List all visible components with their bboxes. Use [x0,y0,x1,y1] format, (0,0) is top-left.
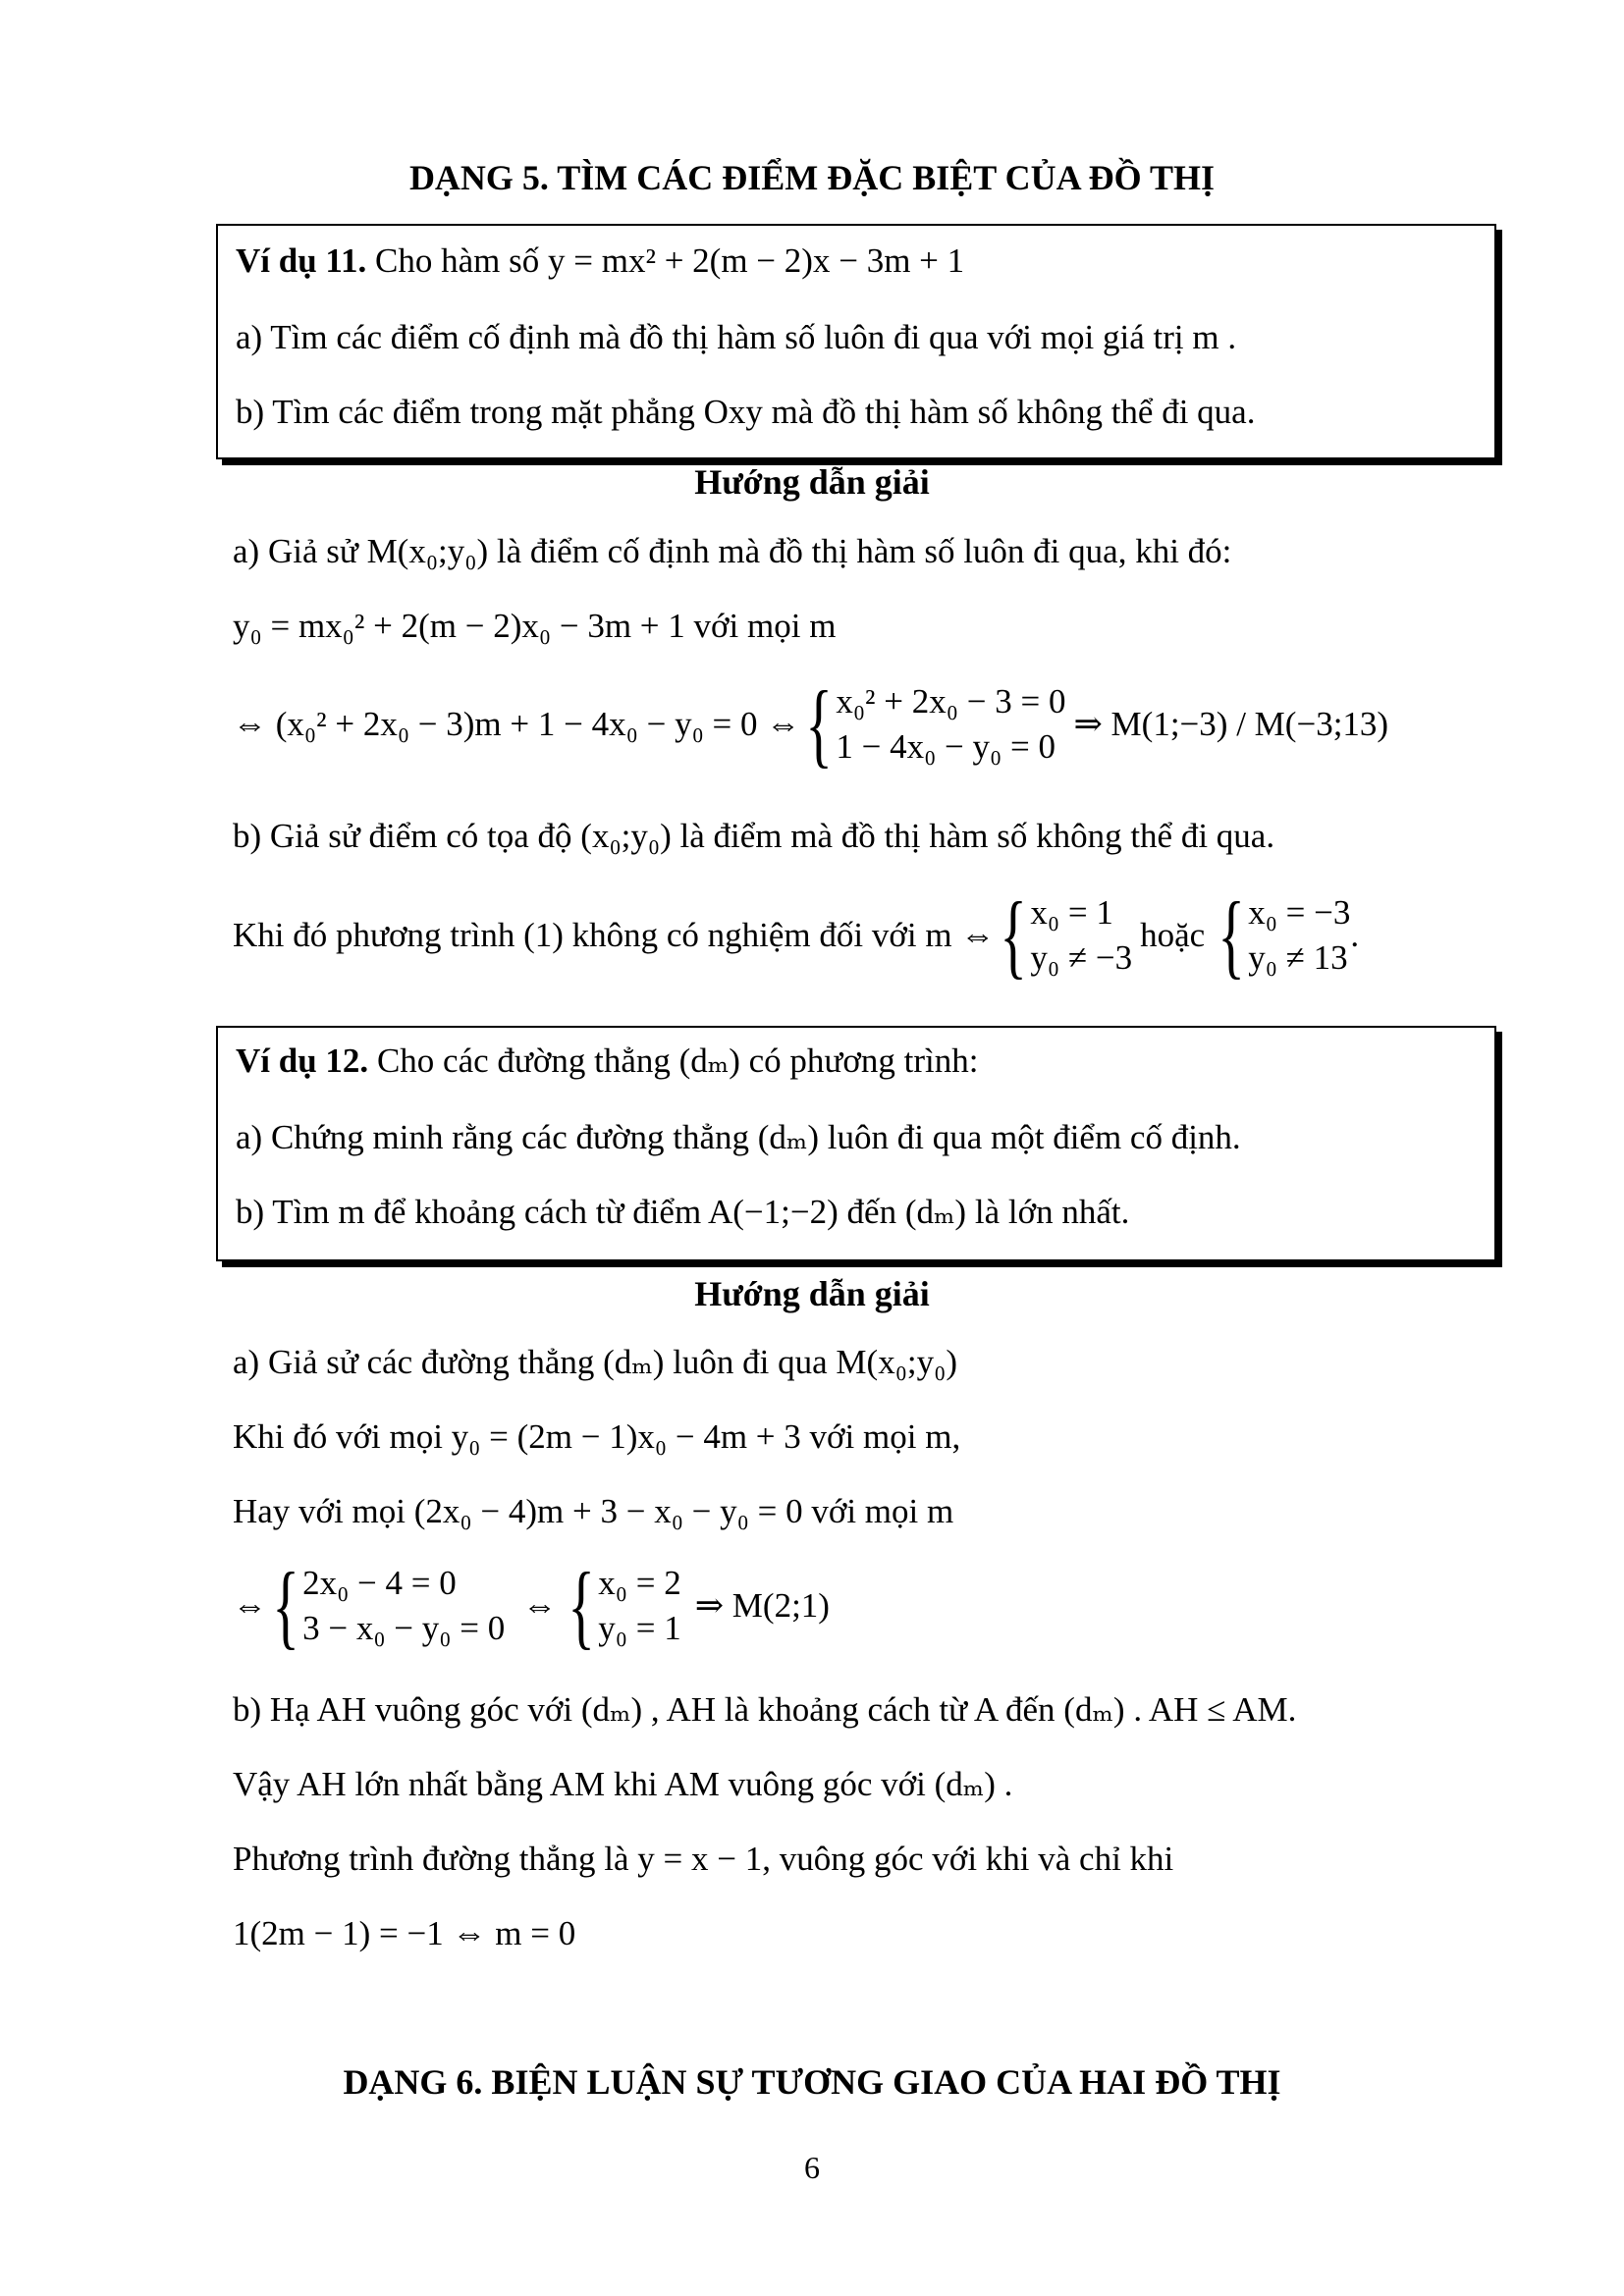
solution-12-b3: Phương trình đường thẳng là y = x − 1, vuông góc với khi và chỉ khi [233,1840,1174,1878]
solution-11-b2-end: . [1350,916,1360,954]
solution-11-b2-mid: hoặc [1140,916,1206,954]
brace-icon: { [805,671,834,776]
example-11-intro: Cho hàm số [375,241,540,280]
section-heading-dang6: DẠNG 6. BIỆN LUẬN SỰ TƯƠNG GIAO CỦA HAI ĐỒ THỊ [343,2062,1281,2102]
solution-12-sysA-row2: 3 − x₀ − y₀ = 0 [302,1609,506,1647]
solution-12-sysB-row1: x₀ = 2 [598,1564,681,1602]
solution-11-b2-sys1-row2: y₀ ≠ −3 [1030,938,1133,977]
equivalent-icon: ⇔ [522,1586,558,1625]
example-11-function: y = mx² + 2(m − 2)x − 3m + 1 [547,241,965,280]
solution-11-b2-sys1-row1: x₀ = 1 [1030,893,1113,932]
solution-12-b2: Vậy AH lớn nhất bằng AM khi AM vuông góc với (dₘ) . [233,1765,1013,1803]
brace-icon: { [1000,882,1028,988]
solution-12-b4: 1(2m − 1) = −1 ⇔ m = 0 [233,1914,576,1952]
solution-11-b2 [233,882,1360,988]
example-11-statement [236,240,964,283]
solution-11-b2-left: Khi đó phương trình (1) không có nghiệm đối với m ⇔ [233,916,996,954]
solution-11-b2-sys2-row1: x₀ = −3 [1248,893,1351,932]
solution-11-a3-row1: x₀² + 2x₀ − 3 = 0 [836,682,1066,721]
solution-11-a3-right: ⇒ M(1;−3) / M(−3;13) [1073,705,1389,743]
example-12-part-b: b) Tìm m để khoảng cách từ điểm A(−1;−2) đến (dₘ) là lớn nhất. [236,1193,1130,1231]
solution-12-a2: Khi đó với mọi y₀ = (2m − 1)x₀ − 4m + 3 với mọi m, [233,1417,961,1456]
solution-11-a1: a) Giả sử M(x₀;y₀) là điểm cố định mà đồ thị hàm số luôn đi qua, khi đó: [233,532,1232,570]
section-heading-dang5: DẠNG 5. TÌM CÁC ĐIỂM ĐẶC BIỆT CỦA ĐỒ THỊ [408,158,1216,197]
solution-12-result: ⇒ M(2;1) [694,1586,830,1625]
page-number: 6 [804,2150,820,2185]
example-12-label: Ví dụ 12. [236,1041,369,1080]
example-11-box [216,224,1496,459]
solution-11-a2: y₀ = mx₀² + 2(m − 2)x₀ − 3m + 1 với mọi m [233,607,837,645]
solution-12-b1: b) Hạ AH vuông góc với (dₘ) , AH là khoảng cách từ A đến (dₘ) . AH ≤ AM. [233,1690,1297,1729]
solution-11-b1: b) Giả sử điểm có tọa độ (x₀;y₀) là điểm mà đồ thị hàm số không thể đi qua. [233,817,1275,855]
brace-icon: { [1218,882,1246,988]
example-11-part-b: b) Tìm các điểm trong mặt phẳng Oxy mà đồ thị hàm số không thể đi qua. [236,393,1256,431]
solution-11-b2-sys2-row2: y₀ ≠ 13 [1248,938,1348,977]
solution-12-title: Hướng dẫn giải [694,1274,930,1313]
solution-11-a3-left: ⇔ (x₀² + 2x₀ − 3)m + 1 − 4x₀ − y₀ = 0 ⇔ [233,705,801,743]
brace-icon: { [568,1553,596,1658]
example-11-label: Ví dụ 11. [236,241,367,280]
solution-11-a3 [233,671,1389,776]
brace-icon: { [272,1553,299,1658]
solution-12-a3: Hay với mọi (2x₀ − 4)m + 3 − x₀ − y₀ = 0 với mọi m [233,1492,954,1530]
equivalent-icon: ⇔ [233,1586,267,1625]
example-11-part-a: a) Tìm các điểm cố định mà đồ thị hàm số luôn đi qua với mọi giá trị m . [236,318,1237,356]
example-12-box [216,1026,1496,1261]
solution-11-a3-row2: 1 − 4x₀ − y₀ = 0 [836,727,1056,766]
solution-11-title: Hướng dẫn giải [694,462,930,502]
example-12-part-a: a) Chứng minh rằng các đường thẳng (dₘ) luôn đi qua một điểm cố định. [236,1118,1241,1156]
solution-12-systems [233,1553,830,1658]
solution-12-sysA-row1: 2x₀ − 4 = 0 [302,1564,457,1602]
example-12-statement [236,1040,979,1083]
solution-12-sysB-row2: y₀ = 1 [598,1609,681,1647]
solution-12-a1: a) Giả sử các đường thẳng (dₘ) luôn đi qua M(x₀;y₀) [233,1343,957,1381]
example-12-intro: Cho các đường thẳng (dₘ) có phương trình: [376,1041,979,1080]
